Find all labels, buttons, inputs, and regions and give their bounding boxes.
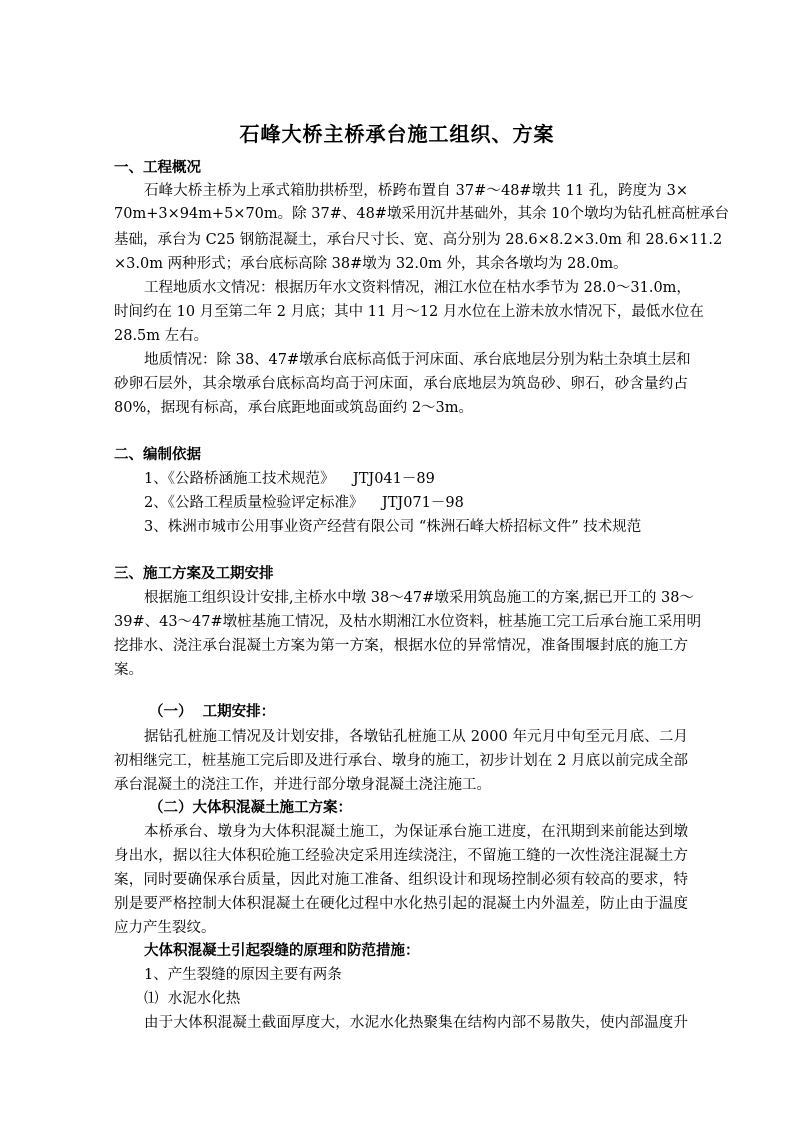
paragraph-line: 应力产生裂纹。 bbox=[114, 920, 216, 936]
paragraph-line: ×3.0m 两种形式；承台底标高除 38#墩为 32.0m 外，其余各墩均为 28.0m。 bbox=[114, 256, 628, 272]
subsection-heading-mass-concrete: （二）大体积混凝土施工方案： bbox=[149, 799, 352, 816]
paragraph-line: 地质情况：除 38、47#墩承台底标高低于河床面、承台底地层分别为粘土杂填土层和 bbox=[144, 352, 691, 368]
paragraph-line: 时间约在 10 月至第二年 2 月底；其中 11 月～12 月水位在上游未放水情况下，最低水位在 bbox=[114, 304, 704, 320]
paragraph-line: 挖排水、浇注承台混凝土方案为第一方案，根据水位的异常情况，准备围堰封底的施工方 bbox=[114, 638, 688, 654]
reference-item: 2、《公路工程质量检验评定标准》 JTJ071－98 bbox=[144, 495, 464, 511]
paragraph-line: 基础，承台为 C25 钢筋混凝土，承台尺寸长、宽、高分别为 28.6×8.2×3.0m 和 28.6×11.2 bbox=[114, 232, 723, 248]
paragraph-line: 初相继完工，桩基施工完后即及进行承台、墩身的施工，初步计划在 2 月底以前完成全部 bbox=[114, 753, 688, 769]
reference-item: 3、株洲市城市公用事业资产经营有限公司 “株洲石峰大桥招标文件” 技术规范 bbox=[144, 519, 642, 535]
paragraph-line: 案。 bbox=[114, 662, 143, 678]
document-title: 石峰大桥主桥承台施工组织、方案 bbox=[239, 122, 555, 146]
section-heading-overview: 一、工程概况 bbox=[114, 159, 201, 176]
paragraph-line: 根据施工组织设计安排,主桥水中墩 38～47#墩采用筑岛施工的方案,据已开工的 38～ bbox=[144, 590, 694, 606]
subsection-heading-schedule: （一） 工期安排： bbox=[149, 703, 276, 720]
crack-section-heading: 大体积混凝土引起裂缝的原理和防范措施： bbox=[144, 942, 420, 959]
paragraph-line: 承台混凝土的浇注工作，并进行部分墩身混凝土浇注施工。 bbox=[114, 777, 491, 793]
section-heading-plan: 三、施工方案及工期安排 bbox=[114, 565, 274, 582]
paragraph-line: 工程地质水文情况：根据历年水文资料情况，湘江水位在枯水季节为 28.0～31.0m， bbox=[144, 280, 691, 296]
reference-item: 1、《公路桥涵施工技术规范》 JTJ041－89 bbox=[144, 471, 435, 487]
paragraph-line: 砂卵石层外，其余墩承台底标高均高于河床面，承台底地层为筑岛砂、卵石，砂含量约占 bbox=[114, 376, 688, 392]
paragraph-line: 70m+3×94m+5×70m。除 37#、48#墩采用沉井基础外，其余 10个墩均为钻孔桩高桩承台 bbox=[114, 206, 730, 222]
paragraph-line: 由于大体积混凝土截面厚度大，水泥水化热聚集在结构内部不易散失，使内部温度升 bbox=[144, 1015, 688, 1031]
paragraph-line: 28.5m 左右。 bbox=[114, 328, 209, 344]
paragraph-line: 本桥承台、墩身为大体积混凝土施工，为保证承台施工进度，在汛期到来前能达到墩 bbox=[144, 824, 688, 840]
paragraph-line: 身出水，据以往大体积砼施工经验决定采用连续浇注，不留施工缝的一次性浇注混凝土方 bbox=[114, 848, 688, 864]
paragraph-line: 据钻孔桩施工情况及计划安排，各墩钻孔桩施工从 2000 年元月中旬至元月底、二月 bbox=[144, 729, 688, 745]
list-item: 1、产生裂缝的原因主要有两条 bbox=[144, 967, 342, 983]
paragraph-line: 39#、43～47#墩桩基施工情况，及枯水期湘江水位资料，桩基施工完工后承台施工采用明 bbox=[114, 614, 702, 630]
paragraph-line: 案，同时要确保承台质量，因此对施工准备、组织设计和现场控制必须有较高的要求，特 bbox=[114, 872, 688, 888]
paragraph-line: 别是要严格控制大体积混凝土在硬化过程中水化热引起的混凝土内外温差，防止由于温度 bbox=[114, 896, 688, 912]
paragraph-line: 石峰大桥主桥为上承式箱肋拱桥型，桥跨布置自 37#～48#墩共 11 孔，跨度为 3× bbox=[144, 183, 688, 199]
paragraph-line: 80%，据现有标高，承台底距地面或筑岛面约 2～3m。 bbox=[114, 400, 474, 416]
list-item: ⑴ 水泥水化热 bbox=[144, 991, 241, 1007]
section-heading-basis: 二、编制依据 bbox=[114, 446, 201, 463]
